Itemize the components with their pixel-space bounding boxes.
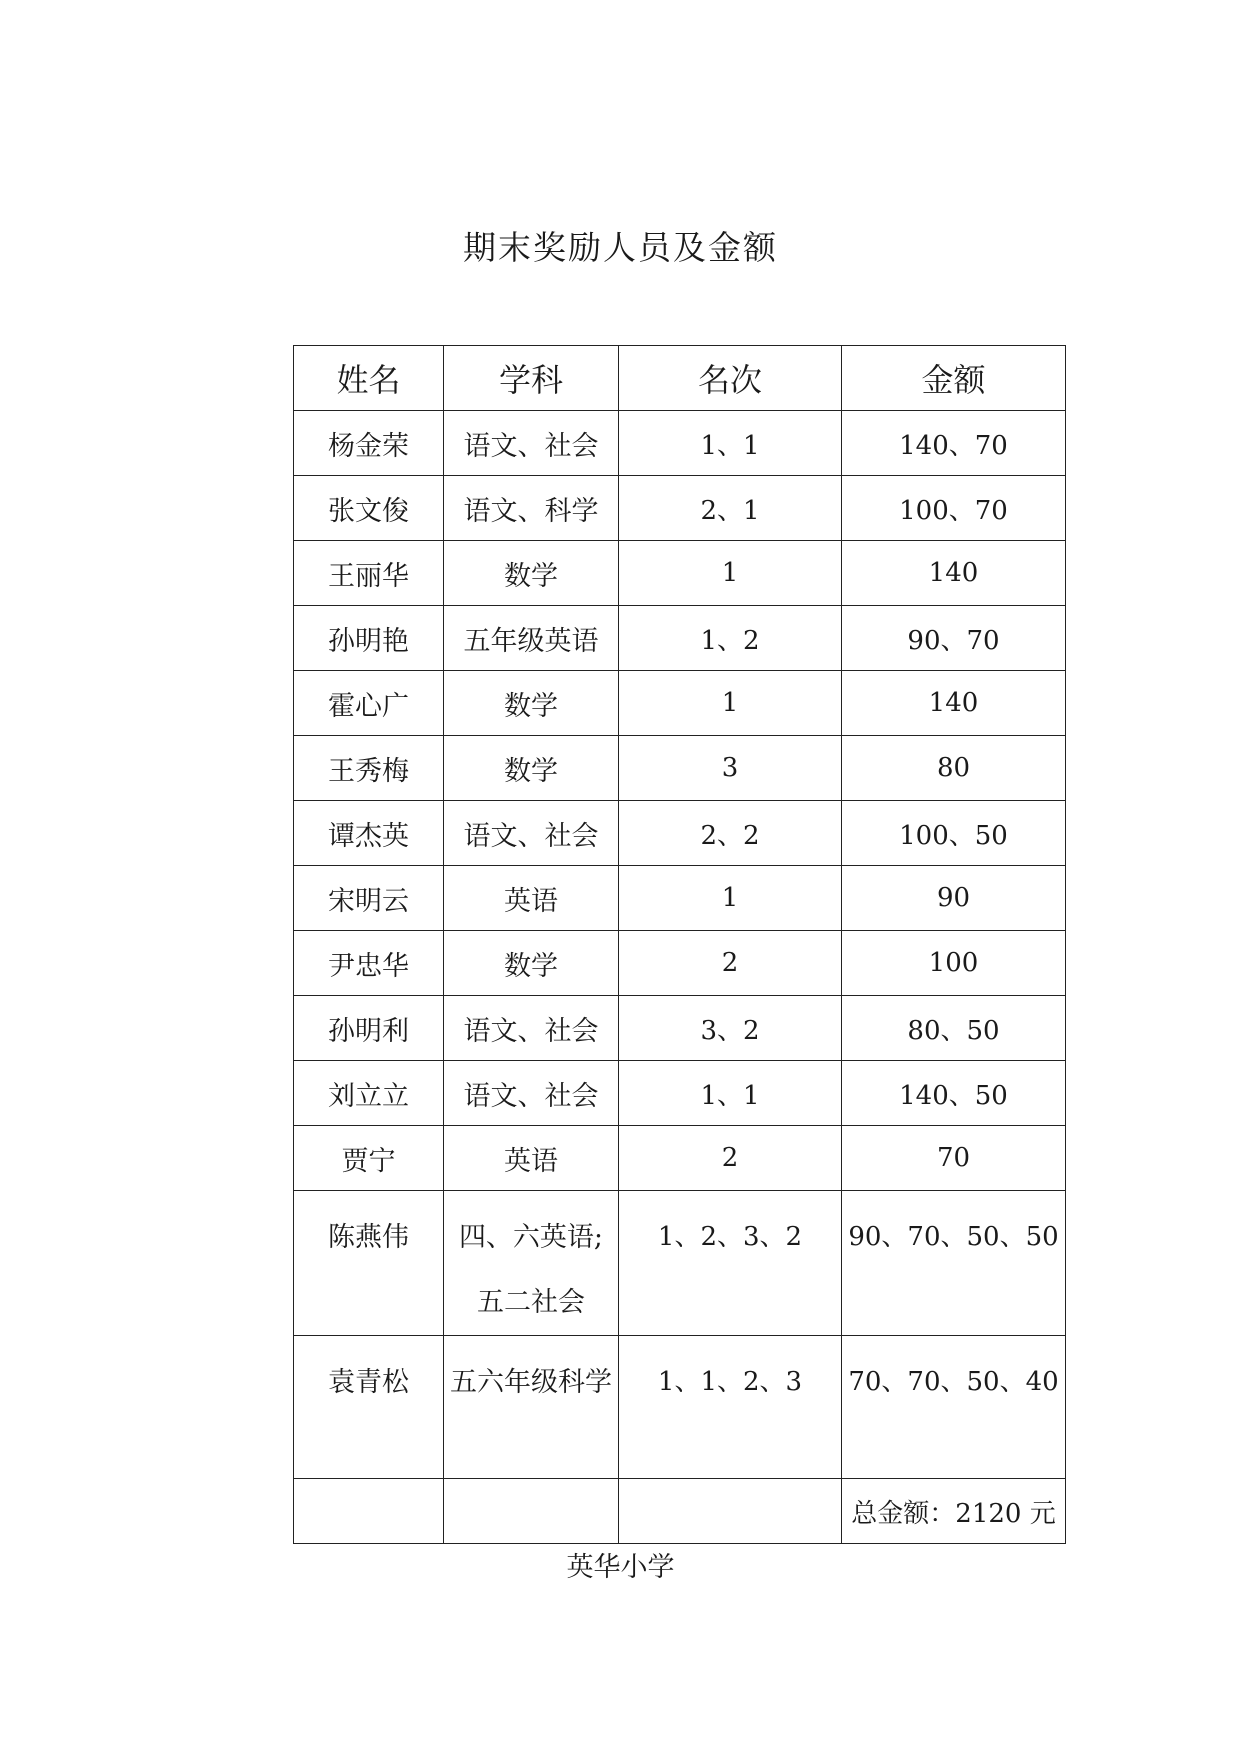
subject-cell: 英语 — [444, 1126, 619, 1191]
subject-cell: 五年级英语 — [444, 606, 619, 671]
rank-cell: 1 — [619, 541, 842, 606]
table-row — [294, 541, 1066, 606]
rank-cell: 2 — [619, 1126, 842, 1191]
subject-cell: 四、六英语;五二社会 — [444, 1191, 619, 1336]
amount-cell: 80、50 — [842, 996, 1066, 1061]
rank-cell: 1、1 — [619, 1061, 842, 1126]
header-amount: 金额 — [842, 346, 1066, 411]
amount-cell: 90、70 — [842, 606, 1066, 671]
table-row — [294, 476, 1066, 541]
total-row — [294, 1479, 1066, 1544]
table-row — [294, 1126, 1066, 1191]
amount-cell: 140 — [842, 541, 1066, 606]
subject-cell: 英语 — [444, 866, 619, 931]
amount-cell: 90 — [842, 866, 1066, 931]
table-row — [294, 866, 1066, 931]
subject-cell: 五六年级科学 — [444, 1336, 619, 1479]
empty-cell — [294, 1479, 444, 1544]
table-row — [294, 606, 1066, 671]
name-cell: 王丽华 — [294, 541, 444, 606]
amount-cell: 140、70 — [842, 411, 1066, 476]
subject-cell: 数学 — [444, 671, 619, 736]
name-cell: 谭杰英 — [294, 801, 444, 866]
header-subject: 学科 — [444, 346, 619, 411]
table-row — [294, 1061, 1066, 1126]
header-rank: 名次 — [619, 346, 842, 411]
rank-cell: 1、1 — [619, 411, 842, 476]
rank-cell: 1 — [619, 671, 842, 736]
amount-cell: 100、70 — [842, 476, 1066, 541]
amount-cell: 100 — [842, 931, 1066, 996]
rank-cell: 1 — [619, 866, 842, 931]
name-cell: 杨金荣 — [294, 411, 444, 476]
table-row — [294, 1336, 1066, 1479]
name-cell: 王秀梅 — [294, 736, 444, 801]
rank-cell: 1、1、2、3 — [619, 1336, 842, 1479]
rank-cell: 3、2 — [619, 996, 842, 1061]
subject-cell: 数学 — [444, 931, 619, 996]
page-title: 期末奖励人员及金额 — [463, 228, 778, 267]
table-header-row — [294, 346, 1066, 411]
subject-cell: 语文、社会 — [444, 411, 619, 476]
rank-cell: 2、2 — [619, 801, 842, 866]
name-cell: 袁青松 — [294, 1336, 444, 1479]
amount-cell: 70 — [842, 1126, 1066, 1191]
name-cell: 刘立立 — [294, 1061, 444, 1126]
subject-cell: 语文、社会 — [444, 996, 619, 1061]
table-row — [294, 931, 1066, 996]
amount-cell: 90、70、50、50 — [842, 1191, 1066, 1336]
rank-cell: 1、2 — [619, 606, 842, 671]
rank-cell: 2 — [619, 931, 842, 996]
table-row — [294, 1191, 1066, 1336]
empty-cell — [444, 1479, 619, 1544]
school-name: 英华小学 — [566, 1552, 675, 1583]
table-row — [294, 736, 1066, 801]
rank-cell: 1、2、3、2 — [619, 1191, 842, 1336]
name-cell: 贾宁 — [294, 1126, 444, 1191]
table-row — [294, 411, 1066, 476]
rank-cell: 2、1 — [619, 476, 842, 541]
name-cell: 孙明艳 — [294, 606, 444, 671]
subject-cell: 数学 — [444, 736, 619, 801]
amount-cell: 100、50 — [842, 801, 1066, 866]
rank-cell: 3 — [619, 736, 842, 801]
amount-cell: 70、70、50、40 — [842, 1336, 1066, 1479]
header-name: 姓名 — [294, 346, 444, 411]
name-cell: 宋明云 — [294, 866, 444, 931]
table-row — [294, 996, 1066, 1061]
subject-cell: 语文、科学 — [444, 476, 619, 541]
name-cell: 张文俊 — [294, 476, 444, 541]
table-row — [294, 671, 1066, 736]
amount-cell: 140、50 — [842, 1061, 1066, 1126]
total-amount: 总金额：2120 元 — [842, 1479, 1066, 1544]
amount-cell: 80 — [842, 736, 1066, 801]
name-cell: 孙明利 — [294, 996, 444, 1061]
subject-cell: 语文、社会 — [444, 1061, 619, 1126]
empty-cell — [619, 1479, 842, 1544]
subject-cell: 数学 — [444, 541, 619, 606]
name-cell: 尹忠华 — [294, 931, 444, 996]
award-table — [293, 345, 1066, 1544]
name-cell: 陈燕伟 — [294, 1191, 444, 1336]
table-row — [294, 801, 1066, 866]
amount-cell: 140 — [842, 671, 1066, 736]
name-cell: 霍心广 — [294, 671, 444, 736]
subject-cell: 语文、社会 — [444, 801, 619, 866]
